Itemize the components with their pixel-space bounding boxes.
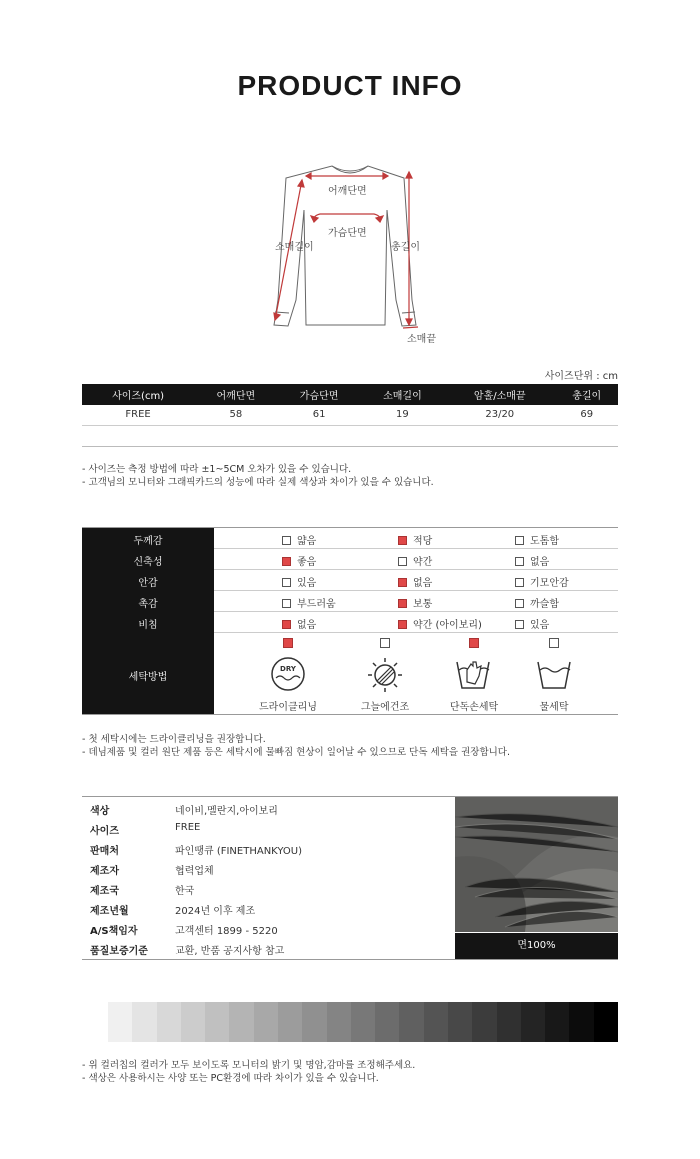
note-line: - 고객님의 모니터와 그래픽카드의 성능에 따라 실제 색상과 차이가 있을 수 있습니다. — [82, 477, 434, 488]
info-value: FREE — [175, 822, 201, 833]
feature-option[interactable]: 없음 — [282, 616, 316, 631]
size-cell: 23/20 — [444, 405, 555, 425]
dry-clean-icon — [268, 656, 308, 692]
feature-option[interactable]: 있음 — [282, 574, 316, 589]
hand-wash-icon — [453, 656, 493, 692]
page-title: PRODUCT INFO — [237, 70, 463, 101]
checkbox-checked[interactable] — [398, 578, 407, 587]
color-chip — [302, 1002, 327, 1042]
color-chip — [205, 1002, 230, 1042]
feature-option[interactable]: 까슬함 — [515, 595, 559, 610]
size-header-cell: 어깨단면 — [194, 384, 277, 405]
feature-label: 촉감 — [138, 599, 158, 610]
color-chip — [521, 1002, 546, 1042]
feature-option[interactable]: 부드러움 — [282, 595, 336, 610]
checkbox-checked[interactable] — [283, 638, 293, 648]
shoulder-label: 어깨단면 — [328, 186, 367, 197]
size-header-cell: 소매길이 — [361, 384, 444, 405]
note-line: - 첫 세탁시에는 드라이클리닝을 권장합니다. — [82, 734, 266, 745]
checkbox-checked[interactable] — [469, 638, 479, 648]
feature-option[interactable]: 도톰함 — [515, 532, 559, 547]
color-chip — [545, 1002, 570, 1042]
info-key: 제조국 — [90, 886, 119, 897]
info-value: 고객센터 1899 - 5220 — [175, 926, 278, 937]
feature-option[interactable]: 좋음 — [282, 553, 316, 568]
color-chip — [254, 1002, 279, 1042]
info-key: 판매처 — [90, 846, 119, 857]
checkbox[interactable] — [515, 557, 524, 566]
color-chip — [229, 1002, 254, 1042]
feature-option[interactable]: 보통 — [398, 595, 432, 610]
fabric-features-table — [82, 527, 618, 715]
checkbox-checked[interactable] — [398, 599, 407, 608]
color-chip — [351, 1002, 376, 1042]
checkbox-checked[interactable] — [398, 620, 407, 629]
note-line: - 데님제품 및 컬러 원단 제품 등은 세탁시에 물빠짐 현상이 일어날 수 있으므로 단독 세탁을 권장합니다. — [82, 747, 511, 758]
svg-text:DRY: DRY — [280, 665, 296, 673]
checkbox-checked[interactable] — [282, 557, 291, 566]
color-chip — [424, 1002, 449, 1042]
product-info-table — [82, 796, 618, 960]
checkbox-checked[interactable] — [398, 536, 407, 545]
checkbox-checked[interactable] — [282, 620, 291, 629]
size-cell: FREE — [82, 405, 194, 425]
table-row-empty — [82, 425, 618, 446]
feature-option[interactable]: 없음 — [515, 553, 549, 568]
info-key: 품질보증기준 — [90, 946, 148, 957]
checkbox[interactable] — [515, 620, 524, 629]
info-key: A/S책임자 — [90, 926, 138, 937]
total-length-label: 총길이 — [391, 242, 420, 253]
color-notes — [82, 1059, 415, 1085]
info-value: 2024년 이후 제조 — [175, 906, 256, 917]
wash-label: 그늘에건조 — [360, 702, 410, 713]
color-chip — [472, 1002, 497, 1042]
size-notes — [82, 463, 434, 489]
sleeve-length-label: 소매길이 — [275, 242, 314, 253]
size-table — [82, 384, 618, 447]
feature-label: 두께감 — [133, 536, 163, 547]
color-chip — [375, 1002, 400, 1042]
checkbox[interactable] — [515, 578, 524, 587]
color-chip — [278, 1002, 303, 1042]
wash-label: 단독손세탁 — [449, 702, 499, 713]
size-cell: 61 — [277, 405, 360, 425]
color-chip — [594, 1002, 619, 1042]
size-cell: 19 — [361, 405, 444, 425]
color-chip — [569, 1002, 594, 1042]
feature-label: 안감 — [138, 578, 158, 589]
info-value: 네이비,멜란지,아이보리 — [175, 806, 278, 817]
color-chip — [399, 1002, 424, 1042]
table-row — [82, 405, 618, 425]
size-unit-note: 사이즈단위 : cm — [544, 371, 618, 382]
size-table-header — [82, 384, 618, 405]
fabric-composition: 면100% — [455, 933, 618, 959]
size-header-cell: 사이즈(cm) — [82, 384, 194, 405]
chest-label: 가슴단면 — [328, 228, 367, 239]
size-header-cell: 가슴단면 — [277, 384, 360, 405]
color-chip — [497, 1002, 522, 1042]
info-value: 교환, 반품 공지사항 참고 — [175, 946, 285, 957]
color-chip — [157, 1002, 182, 1042]
wash-label: 물세탁 — [539, 702, 569, 713]
feature-option[interactable]: 적당 — [398, 532, 432, 547]
feature-option[interactable]: 기모안감 — [515, 574, 569, 589]
size-header-cell: 암홀/소매끝 — [444, 384, 555, 405]
checkbox[interactable] — [282, 536, 291, 545]
cuff-label: 소매끝 — [407, 334, 436, 345]
color-chip — [181, 1002, 206, 1042]
fabric-photo — [455, 797, 618, 932]
color-chip — [132, 1002, 157, 1042]
feature-option[interactable]: 약간 — [398, 553, 432, 568]
color-chip — [108, 1002, 133, 1042]
feature-label: 비침 — [138, 620, 158, 631]
info-key: 제조자 — [90, 866, 119, 877]
feature-label: 세탁방법 — [128, 672, 168, 683]
color-chip — [448, 1002, 473, 1042]
checkbox[interactable] — [282, 599, 291, 608]
feature-label: 신축성 — [133, 557, 163, 568]
checkbox[interactable] — [515, 599, 524, 608]
feature-option[interactable]: 약간 (아이보리) — [398, 616, 482, 631]
checkbox[interactable] — [380, 638, 390, 648]
feature-option[interactable]: 있음 — [515, 616, 549, 631]
note-line: - 사이즈는 측정 방법에 따라 ±1~5CM 오차가 있을 수 있습니다. — [82, 464, 352, 475]
washing-notes — [82, 733, 510, 759]
checkbox[interactable] — [282, 578, 291, 587]
water-wash-icon — [534, 656, 574, 692]
note-line: - 색상은 사용하시는 사양 또는 PC환경에 따라 차이가 있을 수 있습니다. — [82, 1073, 379, 1084]
size-cell: 69 — [555, 405, 618, 425]
checkbox[interactable] — [549, 638, 559, 648]
shade-dry-icon — [365, 656, 405, 694]
size-cell: 58 — [194, 405, 277, 425]
checkbox[interactable] — [515, 536, 524, 545]
feature-option[interactable]: 얇음 — [282, 532, 316, 547]
wash-label: 드라이클리닝 — [259, 702, 317, 713]
info-value: 한국 — [175, 886, 195, 897]
info-key: 색상 — [90, 806, 110, 817]
info-value: 파인땡큐 (FINETHANKYOU) — [175, 846, 303, 857]
info-value: 협력업체 — [175, 866, 214, 877]
checkbox[interactable] — [398, 557, 407, 566]
size-header-cell: 총길이 — [555, 384, 618, 405]
note-line: - 위 컬러칩의 컬러가 모두 보이도록 모니터의 밝기 및 명암,감마를 조정해주세요. — [82, 1060, 416, 1071]
info-key: 사이즈 — [90, 826, 119, 837]
feature-option[interactable]: 없음 — [398, 574, 432, 589]
color-chip — [327, 1002, 352, 1042]
info-key: 제조년월 — [90, 906, 129, 917]
